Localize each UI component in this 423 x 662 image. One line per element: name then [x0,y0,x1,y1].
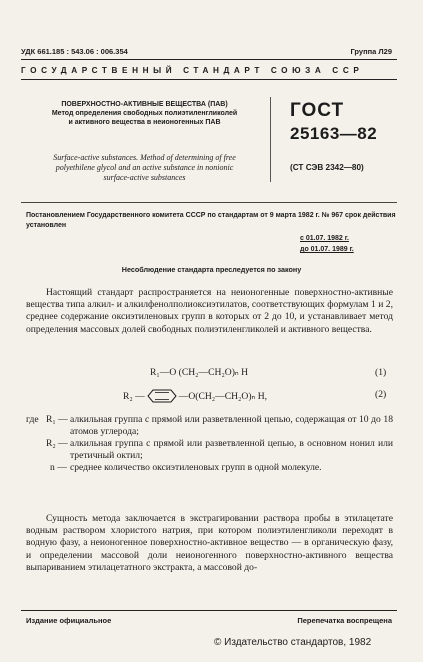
standard-title-ru [32,100,257,127]
state-standard-banner: ГОСУДАРСТВЕННЫЙ СТАНДАРТ СОЮЗА ССР [21,66,364,75]
date-to: до 01.07. 1989 г. [300,246,354,253]
title-line: и активного вещества в неионогенных ПАВ [68,119,221,126]
method-paragraph: Сущность метода заключается в экстрагировании раствора пробы в этилацетате водным раствором хлористого натрия, при котором полиэтиленгликоли переходят в водную фазу, а неионогенное поверхностно-активное вещество — в органическую фазу, и определении массовой доли неионогенного поверхностно-активного вещества выпариванием этилацетатного экстракта, а массовой до- [26,513,393,573]
group-code: Группа Л29 [350,47,392,56]
def-r2-label: R₂ — [46,438,68,449]
where-label: где [26,414,39,425]
top-rule [21,59,397,60]
title-line: Метод определения свободных полиэтиленгликолей [51,110,238,117]
def-r1-text: алкильная группа с прямой или разветвленной цепью, содержащая от 10 до 18 атомов углерода; [70,414,393,438]
formula-1-number: (1) [375,367,387,378]
title-en-line: Surface-active substances. Method of determining of free [53,153,236,162]
decree-text: Постановлением Государственного комитета СССР по стандартам от 9 марта 1982 г. № 967 срок действия установлен [26,212,396,229]
date-from: с 01.07. 1982 г. [300,235,349,242]
gost-number: 25163—82 [290,124,378,143]
validity-dates [300,233,354,255]
title-en-line: polyethilene glycol and an active substance in nonionic [55,163,234,172]
formula-2-suffix: —O(CH₂—CH₂O)ₙ H, [178,390,268,402]
reprint-notice: Перепечатка воспрещена [297,616,392,625]
section-rule [21,202,397,203]
copyright: © Издательство стандартов, 1982 [214,637,372,648]
formula-2-prefix: R₂ — [123,390,145,402]
edition-label: Издание официальное [26,616,112,625]
formula-2 [123,389,267,403]
benzene-ring-icon [147,389,177,403]
title-line: ПОВЕРХНОСТНО-АКТИВНЫЕ ВЕЩЕСТВА (ПАВ) [61,101,228,108]
udk-code: УДК 661.185 : 543.06 : 006.354 [21,47,128,56]
def-n-label: n — [50,462,67,473]
banner-rule [21,79,397,80]
footer-rule [21,610,397,611]
def-r1-label: R₁ — [46,414,68,425]
title-divider [270,97,271,182]
formula-2-number: (2) [375,389,387,400]
legal-notice: Несоблюдение стандарта преследуется по закону [121,265,302,274]
st-sev-reference: (СТ СЭВ 2342—80) [290,163,364,172]
def-r2-text: алкильная группа с прямой или разветвленной цепью, в основном нонил или третичный октил; [70,438,393,462]
title-en-line: surface-active substances [103,173,186,182]
formula-1: R₁—O (CH₂—CH₂O)ₙ H [150,367,249,378]
standard-title-en [32,153,257,183]
def-n-text: среднее количество оксиэтиленовых групп в одной молекуле. [70,462,322,473]
intro-paragraph: Настоящий стандарт распространяется на неионогенные поверхностно-активные вещества типа алкил- и алкилфенолполиоксиэтилатов, соответствующих формулам 1 и 2, среднее содержание оксиэтиленовых групп в которых от 2 до 10, и устанавливает метод определения массовых долей свободных полиэтиленгликолей и активного вещества. [26,287,393,335]
gost-label: ГОСТ [290,100,345,121]
